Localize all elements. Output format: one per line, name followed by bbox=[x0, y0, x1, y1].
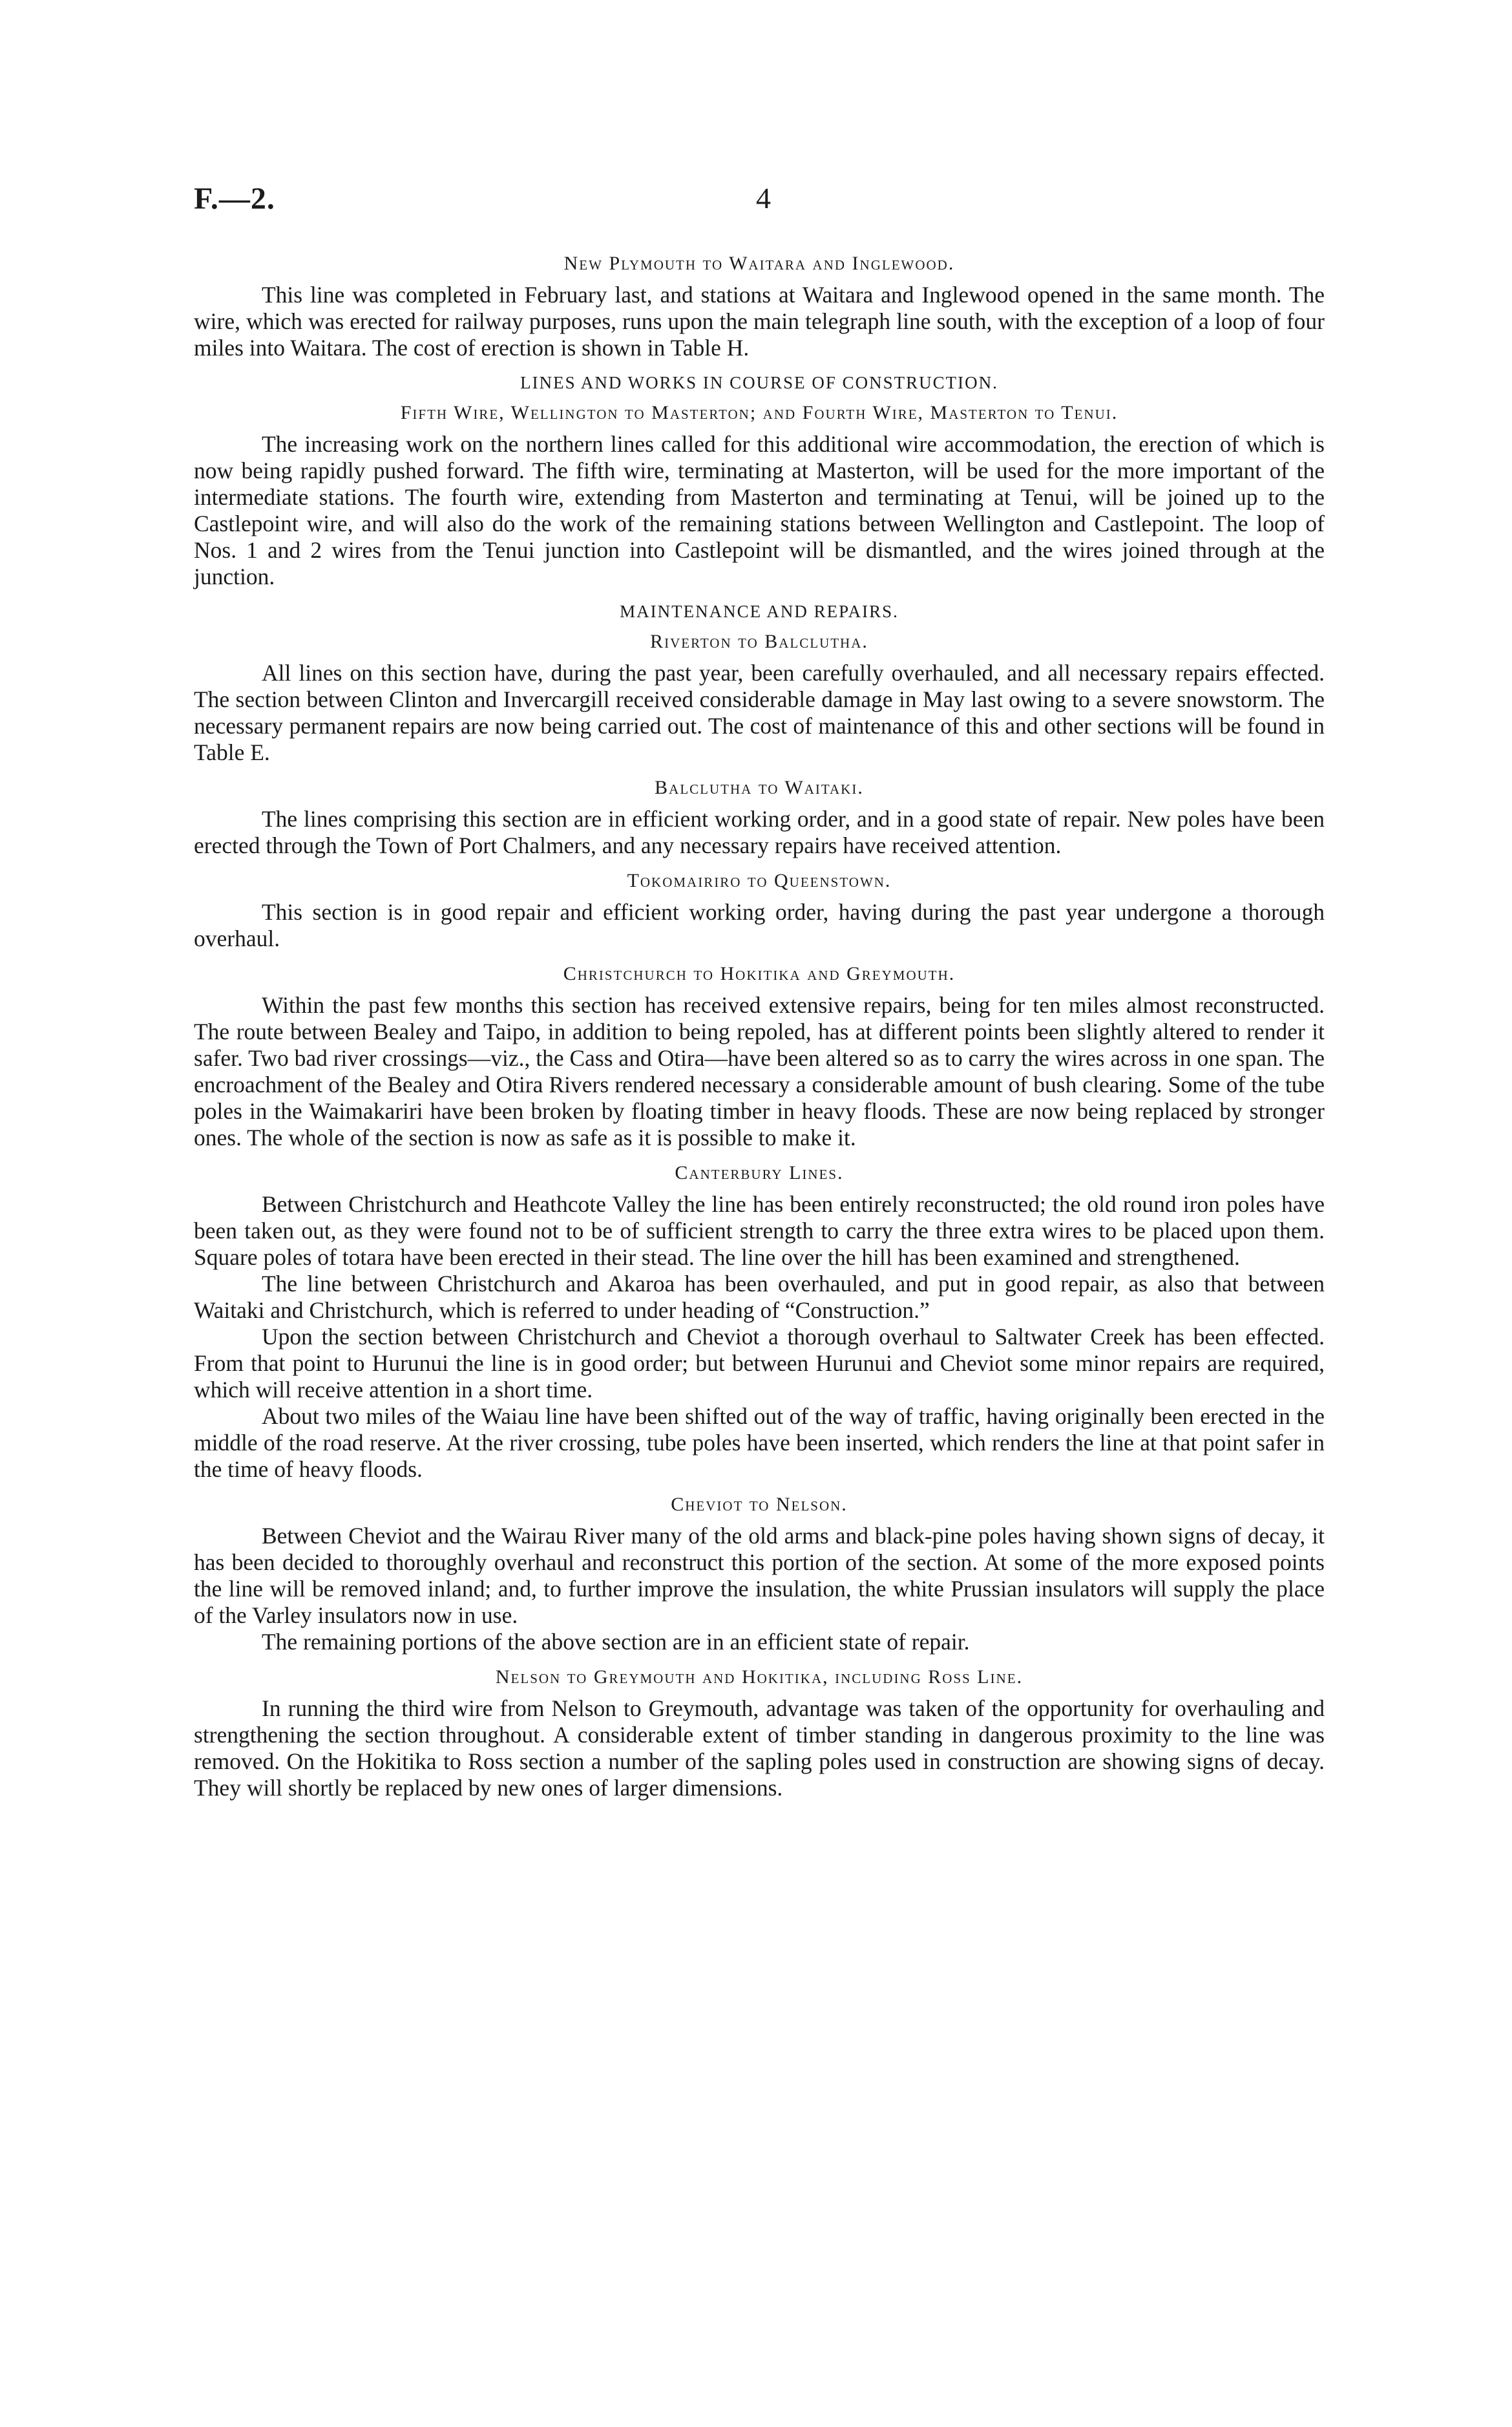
section-cheviot bbox=[194, 1492, 1325, 1655]
paragraph: Between Cheviot and the Wairau River many of the old arms and black-pine poles having shown signs of decay, it has been decided to thoroughly overhaul and reconstruct this portion of the section. At some of the more exposed points the line will be removed inland; and, to further improve the insulation, the white Prussian insulators will supply the place of the Varley insulators now in use. bbox=[194, 1523, 1325, 1628]
major-heading-construction: LINES AND WORKS IN COURSE OF CONSTRUCTION. bbox=[520, 373, 998, 392]
section-heading: New Plymouth to Waitara and Inglewood. bbox=[563, 253, 955, 274]
section-heading: Christchurch to Hokitika and Greymouth. bbox=[563, 963, 956, 984]
section-new-plymouth bbox=[194, 251, 1325, 361]
section-balclutha bbox=[194, 775, 1325, 859]
paragraph: This line was completed in February last, and stations at Waitara and Inglewood opened in the same month. The wire, which was erected for railway purposes, runs upon the main telegraph line south, with the exception of a loop of four miles into Waitara. The cost of erection is shown in Table H. bbox=[194, 282, 1325, 361]
section-canterbury bbox=[194, 1160, 1325, 1483]
paragraph: The remaining portions of the above section are in an efficient state of repair. bbox=[262, 1629, 970, 1655]
section-christchurch-hokitika bbox=[194, 961, 1325, 1151]
section-heading: Canterbury Lines. bbox=[675, 1162, 844, 1183]
section-heading: Fifth Wire, Wellington to Masterton; and Fourth Wire, Masterton to Tenui. bbox=[400, 402, 1118, 423]
section-heading: Nelson to Greymouth and Hokitika, including Ross Line. bbox=[495, 1666, 1024, 1688]
page-header bbox=[194, 181, 1325, 220]
paragraph: In running the third wire from Nelson to Greymouth, advantage was taken of the opportunity for overhauling and strengthening the section throughout. A considerable extent of timber standing in dangerous proximity to the line was removed. On the Hokitika to Ross section a number of the sapling poles used in construction are showing signs of decay. They will shortly be replaced by new ones of larger dimensions. bbox=[194, 1695, 1325, 1801]
section-tokomairiro bbox=[194, 868, 1325, 952]
paragraph: Between Christchurch and Heathcote Valley the line has been entirely reconstructed; the old round iron poles have been taken out, as they were found not to be of sufficient strength to carry the three extra wires to be placed upon them. Square poles of totara have been erected in their stead. The line over the hill has been examined and strengthened. bbox=[194, 1191, 1325, 1270]
paragraph: All lines on this section have, during the past year, been carefully overhauled, and all necessary repairs effected. The section between Clinton and Invercargill received considerable damage in May last owing to a severe snowstorm. The necessary permanent repairs are now being carried out. The cost of maintenance of this and other sections will be found in Table E. bbox=[194, 660, 1325, 765]
section-heading: Cheviot to Nelson. bbox=[671, 1494, 848, 1515]
paragraph: About two miles of the Waiau line have been shifted out of the way of traffic, having originally been erected in the middle of the road reserve. At the river crossing, tube poles have been inserted, which renders the line at that point safer in the time of heavy floods. bbox=[194, 1403, 1325, 1482]
paragraph: Within the past few months this section has received extensive repairs, being for ten miles almost reconstructed. The route between Bealey and Taipo, in addition to being repoled, has at different points been slightly altered to render it safer. Two bad river crossings—viz., the Cass and Otira—have been altered so as to carry the wires across in one span. The encroachment of the Bealey and Otira Rivers rendered necessary a considerable amount of bush clearing. Some of the tube poles in the Waimakariri have been broken by floating timber in heavy floods. These are now being replaced by stronger ones. The whole of the section is now as safe as it is possible to make it. bbox=[194, 992, 1325, 1150]
section-fifth-wire bbox=[194, 400, 1325, 590]
section-riverton bbox=[194, 629, 1325, 766]
paragraph: This section is in good repair and efficient working order, having during the past year undergone a thorough overhaul. bbox=[194, 899, 1325, 951]
section-heading: Riverton to Balclutha. bbox=[650, 631, 868, 652]
document-reference: F.—2. bbox=[194, 182, 275, 216]
section-nelson bbox=[194, 1664, 1325, 1801]
section-heading: Tokomairiro to Queenstown. bbox=[627, 870, 892, 891]
page-number: 4 bbox=[756, 182, 771, 215]
paragraph: The line between Christchurch and Akaroa has been overhauled, and put in good repair, as also that between Waitaki and Christchurch, which is referred to under heading of “Construction.” bbox=[194, 1271, 1325, 1323]
paragraph: The lines comprising this section are in efficient working order, and in a good state of repair. New poles have been erected through the Town of Port Chalmers, and any necessary repairs have received attention. bbox=[194, 806, 1325, 858]
section-heading: Balclutha to Waitaki. bbox=[655, 777, 864, 798]
paragraph: The increasing work on the northern lines called for this additional wire accommodation, the erection of which is now being rapidly pushed forward. The fifth wire, terminating at Masterton, will be used for the more important of the intermediate stations. The fourth wire, extending from Masterton and terminating at Tenui, will be joined up to the Castlepoint wire, and will also do the work of the remaining stations between Wellington and Castlepoint. The loop of Nos. 1 and 2 wires from the Tenui junction into Castlepoint will be dismantled, and the wires joined through at the junction. bbox=[194, 431, 1325, 589]
paragraph: Upon the section between Christchurch and Cheviot a thorough overhaul to Saltwater Creek has been effected. From that point to Hurunui the line is in good order; but between Hurunui and Cheviot some minor repairs are required, which will receive attention in a short time. bbox=[194, 1324, 1325, 1403]
major-heading-maintenance: MAINTENANCE AND REPAIRS. bbox=[620, 602, 899, 621]
